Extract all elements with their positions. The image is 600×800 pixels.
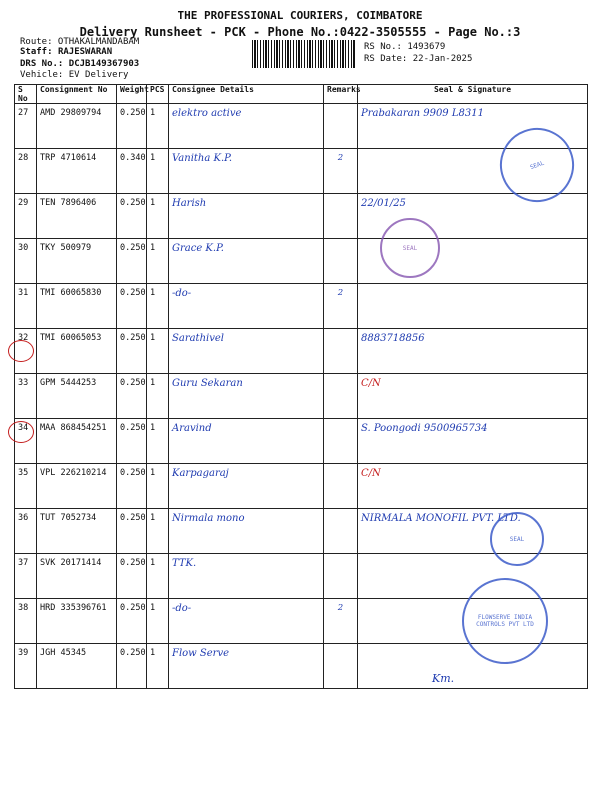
remarks-cell [324,464,358,509]
round-seal-stamp: SEAL [490,512,544,566]
col-header-signature: Seal & Signature [358,85,588,104]
consignee-details-cell: Harish [169,194,324,239]
remarks-cell [324,419,358,464]
pieces-cell: 1 [147,644,169,689]
table-header-row [15,85,588,104]
weight-cell: 0.250 [117,194,147,239]
pieces-cell: 1 [147,509,169,554]
consignment-number-cell: AMD 29809794 [37,104,117,149]
weight-cell: 0.250 [117,374,147,419]
staff-label: Staff: [20,47,53,57]
flowserve-seal-stamp: FLOWSERVE INDIA CONTROLS PVT LTD [462,578,548,664]
table-row [15,104,588,149]
drs-number: DCJB149367903 [68,59,140,69]
consignee-details-cell: Flow Serve [169,644,324,689]
col-header-pcs: PCS [147,85,169,104]
table-row [15,464,588,509]
consignee-details-cell: -do- [169,284,324,329]
pieces-cell: 1 [147,419,169,464]
weight-cell: 0.250 [117,284,147,329]
table-row [15,329,588,374]
runsheet-title: Delivery Runsheet - PCK - Phone No.:0422-3505555 - Page No.:3 [79,25,521,39]
table-row [15,194,588,239]
route-label: Route: OTHAKALMANDABAM [20,37,140,47]
consignment-number-cell: TMI 60065830 [37,284,117,329]
col-header-consignment: Consignment No [37,85,117,104]
consignment-number-cell: HRD 335396761 [37,599,117,644]
seal-signature-cell: 8883718856 [358,329,588,374]
pieces-cell: 1 [147,464,169,509]
remarks-cell: 2 [324,284,358,329]
consignment-number-cell: SVK 20171414 [37,554,117,599]
remarks-cell [324,239,358,284]
serial-number-cell: 37 [15,554,37,599]
pieces-cell: 1 [147,599,169,644]
seal-signature-cell: S. Poongodi 9500965734 [358,419,588,464]
serial-number-cell: 35 [15,464,37,509]
pieces-cell: 1 [147,554,169,599]
remarks-cell: 2 [324,149,358,194]
consignment-number-cell: TKY 500979 [37,239,117,284]
serial-number-cell: 32 [15,329,37,374]
staff-line [20,47,112,57]
seal-signature-cell: 22/01/25 [358,194,588,239]
table-row [15,239,588,284]
serial-number-cell: 27 [15,104,37,149]
table-row [15,374,588,419]
consignee-details-cell: Sarathivel [169,329,324,374]
serial-number-cell: 31 [15,284,37,329]
vehicle-label: Vehicle: EV Delivery [20,70,129,80]
weight-cell: 0.250 [117,599,147,644]
serial-number-cell: 29 [15,194,37,239]
pieces-cell: 1 [147,374,169,419]
drs-line [20,59,139,69]
seal-signature-cell: C/N [358,374,588,419]
consignment-number-cell: TRP 4710614 [37,149,117,194]
remarks-cell [324,104,358,149]
consignment-number-cell: GPM 5444253 [37,374,117,419]
serial-number-cell: 33 [15,374,37,419]
weight-cell: 0.250 [117,104,147,149]
weight-cell: 0.250 [117,509,147,554]
seal-signature-cell: Prabakaran 9909 L8311 [358,104,588,149]
consignee-details-cell: TTK. [169,554,324,599]
seal-signature-cell: C/N [358,464,588,509]
remarks-cell [324,509,358,554]
remarks-cell [324,374,358,419]
rs-number: RS No.: 1493679 [364,42,446,52]
weight-cell: 0.250 [117,419,147,464]
staff-name: RAJESWARAN [57,47,113,57]
pieces-cell: 1 [147,329,169,374]
serial-number-cell: 36 [15,509,37,554]
red-circle-mark [8,340,34,362]
weight-cell: 0.250 [117,329,147,374]
weight-cell: 0.250 [117,239,147,284]
col-header-consignee: Consignee Details [169,85,324,104]
pieces-cell: 1 [147,104,169,149]
weight-cell: 0.250 [117,464,147,509]
consignment-number-cell: JGH 45345 [37,644,117,689]
remarks-cell [324,329,358,374]
pieces-cell: 1 [147,194,169,239]
barcode-image [252,40,356,68]
consignee-details-cell: Karpagaraj [169,464,324,509]
pieces-cell: 1 [147,149,169,194]
serial-number-cell: 34 [15,419,37,464]
red-circle-mark [8,421,34,443]
seal-signature-cell [358,284,588,329]
footer-initials: Km. [432,672,455,685]
consignee-details-cell: Vanitha K.P. [169,149,324,194]
weight-cell: 0.250 [117,644,147,689]
serial-number-cell: 30 [15,239,37,284]
serial-number-cell: 39 [15,644,37,689]
col-header-sno: S No [15,85,37,104]
table-row [15,284,588,329]
consignment-number-cell: TMI 60065053 [37,329,117,374]
consignee-details-cell: Guru Sekaran [169,374,324,419]
company-title: THE PROFESSIONAL COURIERS, COIMBATORE [177,9,423,22]
remarks-cell: 2 [324,599,358,644]
drs-label: DRS No.: [20,59,64,69]
consignee-details-cell: Nirmala mono [169,509,324,554]
pieces-cell: 1 [147,284,169,329]
serial-number-cell: 38 [15,599,37,644]
company-seal-stamp: SEAL [490,118,585,213]
consignment-number-cell: VPL 226210214 [37,464,117,509]
seal-signature-cell: NIRMALA MONOFIL PVT. LTD. [358,509,588,554]
consignee-details-cell: elektro active [169,104,324,149]
remarks-cell [324,554,358,599]
consignment-number-cell: TEN 7896406 [37,194,117,239]
remarks-cell [324,644,358,689]
rs-date: RS Date: 22-Jan-2025 [364,54,473,64]
round-seal-stamp: SEAL [380,218,440,278]
col-header-weight: Weight [117,85,147,104]
weight-cell: 0.250 [117,554,147,599]
serial-number-cell: 28 [15,149,37,194]
consignment-number-cell: TUT 7052734 [37,509,117,554]
weight-cell: 0.340 [117,149,147,194]
consignment-number-cell: MAA 868454251 [37,419,117,464]
consignee-details-cell: -do- [169,599,324,644]
table-row [15,419,588,464]
consignee-details-cell: Aravind [169,419,324,464]
pieces-cell: 1 [147,239,169,284]
consignee-details-cell: Grace K.P. [169,239,324,284]
col-header-remarks: Remarks [324,85,358,104]
remarks-cell [324,194,358,239]
